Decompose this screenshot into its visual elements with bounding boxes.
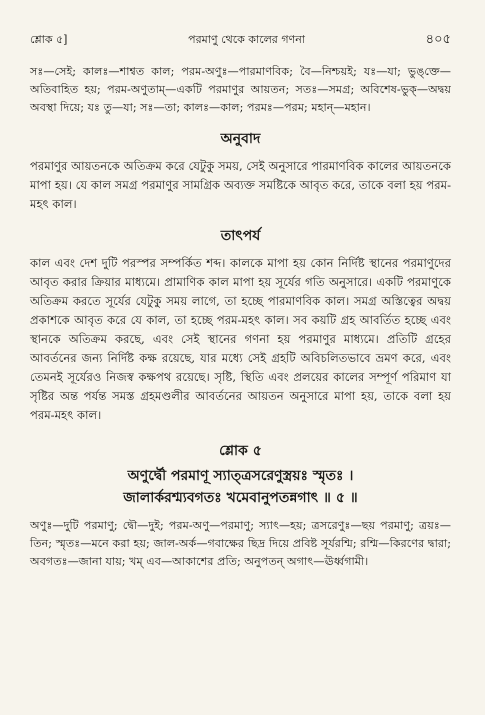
verse-heading: শ্লোক ৫ — [219, 443, 262, 459]
header-verse-ref: শ্লোক ৫] — [30, 33, 68, 46]
purport-text: কাল এবং দেশ দুটি পরস্পর সম্পর্কিত শব্দ। কালকে মাপা হয় কোন নির্দিষ্ট স্থানের পরমাণুদের আবৃত করার ক্রিয়ার মাধ্যমে। প্রামাণিক কাল মাপা হয় সূর্যের গতি অনুসারে। একটি পরমাণুকে অতিক্রম করতে সূর্যের যেটুকু সময় লাগে, তা হচ্ছে পারমাণবিক কাল। সমগ্র অস্তিত্বের অদ্বয় প্রকাশকে আবৃত করে যে কাল, তা হচ্ছে পরম-মহৎ কাল। সব কয়টি গ্রহ আবর্তিত হচ্ছে এবং স্থানকে অতিক্রম করছে, এবং সেই স্থানের গণনা হয় পরমাণুর মাধ্যমে। প্রতিটি গ্রহের আবর্তনের জন্য নির্দিষ্ট কক্ষ রয়েছে, যার মধ্যে সেই গ্রহটি অবিচলিতভাবে ভ্রমণ করে, এবং তেমনই সূর্যেরও নিজস্ব কক্ষপথ রয়েছে। সৃষ্টি, স্থিতি এবং প্রলয়ের কালের সম্পূর্ণ পরিমাণ যা সৃষ্টির অন্ত পর্যন্ত সমস্ত গ্রহমণ্ডলীর আবর্তনের আয়তন অনুসারে মাপা হয়, তাকে বলা হয় পরম-মহৎ কাল। — [30, 256, 451, 422]
purport-heading: তাৎপর্য — [220, 228, 261, 244]
verse-line-2: জালার্করশ্ম্যবগতঃ খমেবানুপতন্নগাৎ ॥ ৫ ॥ — [123, 490, 358, 506]
verse-line-1: অণুর্দ্বৌ পরমাণূ স্যাত্ত্রসরেণুস্ত্রয়ঃ স্মৃতঃ । — [127, 468, 354, 484]
verse-block — [30, 465, 451, 509]
translation-heading: অনুবাদ — [220, 131, 261, 147]
header-chapter-title: পরমাণু থেকে কালের গণনা — [188, 33, 305, 46]
word-meanings-top: সঃ—সেই; কালঃ—শাশ্বত কাল; পরম-অণুঃ—পারমাণবিক; বৈ—নিশ্চয়ই; যঃ—যা; ভুঙ্‌ক্তে—অতিবাহিত হয়; পরম-অণুতাম্—একটি পরমাণুর আয়তন; সতঃ—সমগ্র; অবিশেষ-ভুক্—অদ্বয় অবস্থা দিয়ে; যঃ তু—যা; সঃ—তা; কালঃ—কাল; পরমঃ—পরম; মহান্—মহান। — [30, 65, 451, 114]
page-number: ৪০৫ — [425, 32, 451, 47]
running-header — [30, 30, 451, 51]
translation-text: পরমাণুর আয়তনকে অতিক্রম করে যেটুকু সময়, সেই অনুসারে পারমাণবিক কালের আয়তনকে মাপা হয়। যে কাল সমগ্র পরমাণুর সামগ্রিক অব্যক্ত সমষ্টিকে আবৃত করে, তাকে বলা হয় পরম-মহৎ কাল। — [30, 159, 451, 211]
word-meanings-bottom: অণুঃ—দুটি পরমাণু; দ্বৌ—দুই; পরম-অণু—পরমাণু; স্যাৎ—হয়; ত্রসরেণুঃ—ছয় পরমাণু; ত্রয়ঃ—তিন; স্মৃতঃ—মনে করা হয়; জাল-অর্ক—গবাক্ষের ছিদ্র দিয়ে প্রবিষ্ট সূর্যরশ্মি; রশ্মি—কিরণের দ্বারা; অবগতঃ—জানা যায়; খম্ এব—আকাশের প্রতি; অনুপতন্ অগাৎ—ঊর্ধ্বগামী। — [30, 519, 451, 568]
